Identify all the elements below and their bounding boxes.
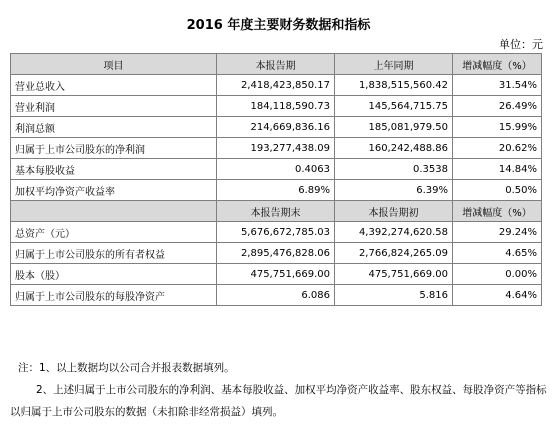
row-label-cell: 归属于上市公司股东的所有者权益 [11, 243, 217, 264]
table1-header-cell: 增减幅度（%） [453, 54, 542, 75]
value-cell: 4.64% [453, 285, 542, 306]
value-cell: 5,676,672,785.03 [217, 222, 335, 243]
table2-header-cell: 本报告期末 [217, 201, 335, 222]
value-cell: 193,277,438.09 [217, 138, 335, 159]
value-cell: 14.84% [453, 159, 542, 180]
table2-header-row [11, 201, 542, 222]
value-cell: 6.89% [217, 180, 335, 201]
row-label-cell: 归属于上市公司股东的每股净资产 [11, 285, 217, 306]
value-cell: 5.816 [335, 285, 453, 306]
table-row [11, 222, 542, 243]
value-cell: 185,081,979.50 [335, 117, 453, 138]
table-row [11, 96, 542, 117]
value-cell: 475,751,669.00 [217, 264, 335, 285]
value-cell: 2,766,824,265.09 [335, 243, 453, 264]
value-cell: 0.3538 [335, 159, 453, 180]
table1-header-cell: 项目 [11, 54, 217, 75]
value-cell: 160,242,488.86 [335, 138, 453, 159]
value-cell: 31.54% [453, 75, 542, 96]
value-cell: 15.99% [453, 117, 542, 138]
row-label-cell: 归属于上市公司股东的净利润 [11, 138, 217, 159]
note-2: 2、上述归属于上市公司股东的净利润、基本每股收益、加权平均净资产收益率、股东权益、每股净资产等指标以归属于上市公司股东的数据（未扣除非经常损益）填列。 [10, 384, 547, 418]
table1-header-row [11, 54, 542, 75]
document-title: 2016 年度主要财务数据和指标 [186, 18, 371, 33]
table-row [11, 243, 542, 264]
row-label-cell: 营业总收入 [11, 75, 217, 96]
value-cell: 2,895,476,828.06 [217, 243, 335, 264]
table-row [11, 264, 542, 285]
table1-header-cell: 本报告期 [217, 54, 335, 75]
value-cell: 475,751,669.00 [335, 264, 453, 285]
table2-header-cell: 本报告期初 [335, 201, 453, 222]
value-cell: 29.24% [453, 222, 542, 243]
table-row [11, 159, 542, 180]
financial-table [10, 53, 542, 306]
value-cell: 6.086 [217, 285, 335, 306]
table-row [11, 117, 542, 138]
row-label-cell: 基本每股收益 [11, 159, 217, 180]
note-1: 注：1、以上数据均以公司合并报表数据填列。 [18, 362, 235, 374]
value-cell: 6.39% [335, 180, 453, 201]
row-label-cell: 利润总额 [11, 117, 217, 138]
row-label-cell: 加权平均净资产收益率 [11, 180, 217, 201]
row-label-cell: 股本（股） [11, 264, 217, 285]
row-label-cell: 营业利润 [11, 96, 217, 117]
table1-header-cell: 上年同期 [335, 54, 453, 75]
value-cell: 145,564,715.75 [335, 96, 453, 117]
value-cell: 26.49% [453, 96, 542, 117]
value-cell: 0.50% [453, 180, 542, 201]
table-row [11, 285, 542, 306]
value-cell: 184,118,590.73 [217, 96, 335, 117]
value-cell: 214,669,836.16 [217, 117, 335, 138]
table2-header-cell [11, 201, 217, 222]
value-cell: 0.00% [453, 264, 542, 285]
row-label-cell: 总资产（元） [11, 222, 217, 243]
unit-label: 单位：元 [499, 38, 543, 51]
value-cell: 2,418,423,850.17 [217, 75, 335, 96]
value-cell: 4,392,274,620.58 [335, 222, 453, 243]
financial-table-body [11, 54, 542, 306]
table-row [11, 75, 542, 96]
value-cell: 1,838,515,560.42 [335, 75, 453, 96]
table2-header-cell: 增减幅度（%） [453, 201, 542, 222]
table-row [11, 138, 542, 159]
notes [10, 357, 550, 423]
value-cell: 0.4063 [217, 159, 335, 180]
value-cell: 4.65% [453, 243, 542, 264]
table-row [11, 180, 542, 201]
value-cell: 20.62% [453, 138, 542, 159]
